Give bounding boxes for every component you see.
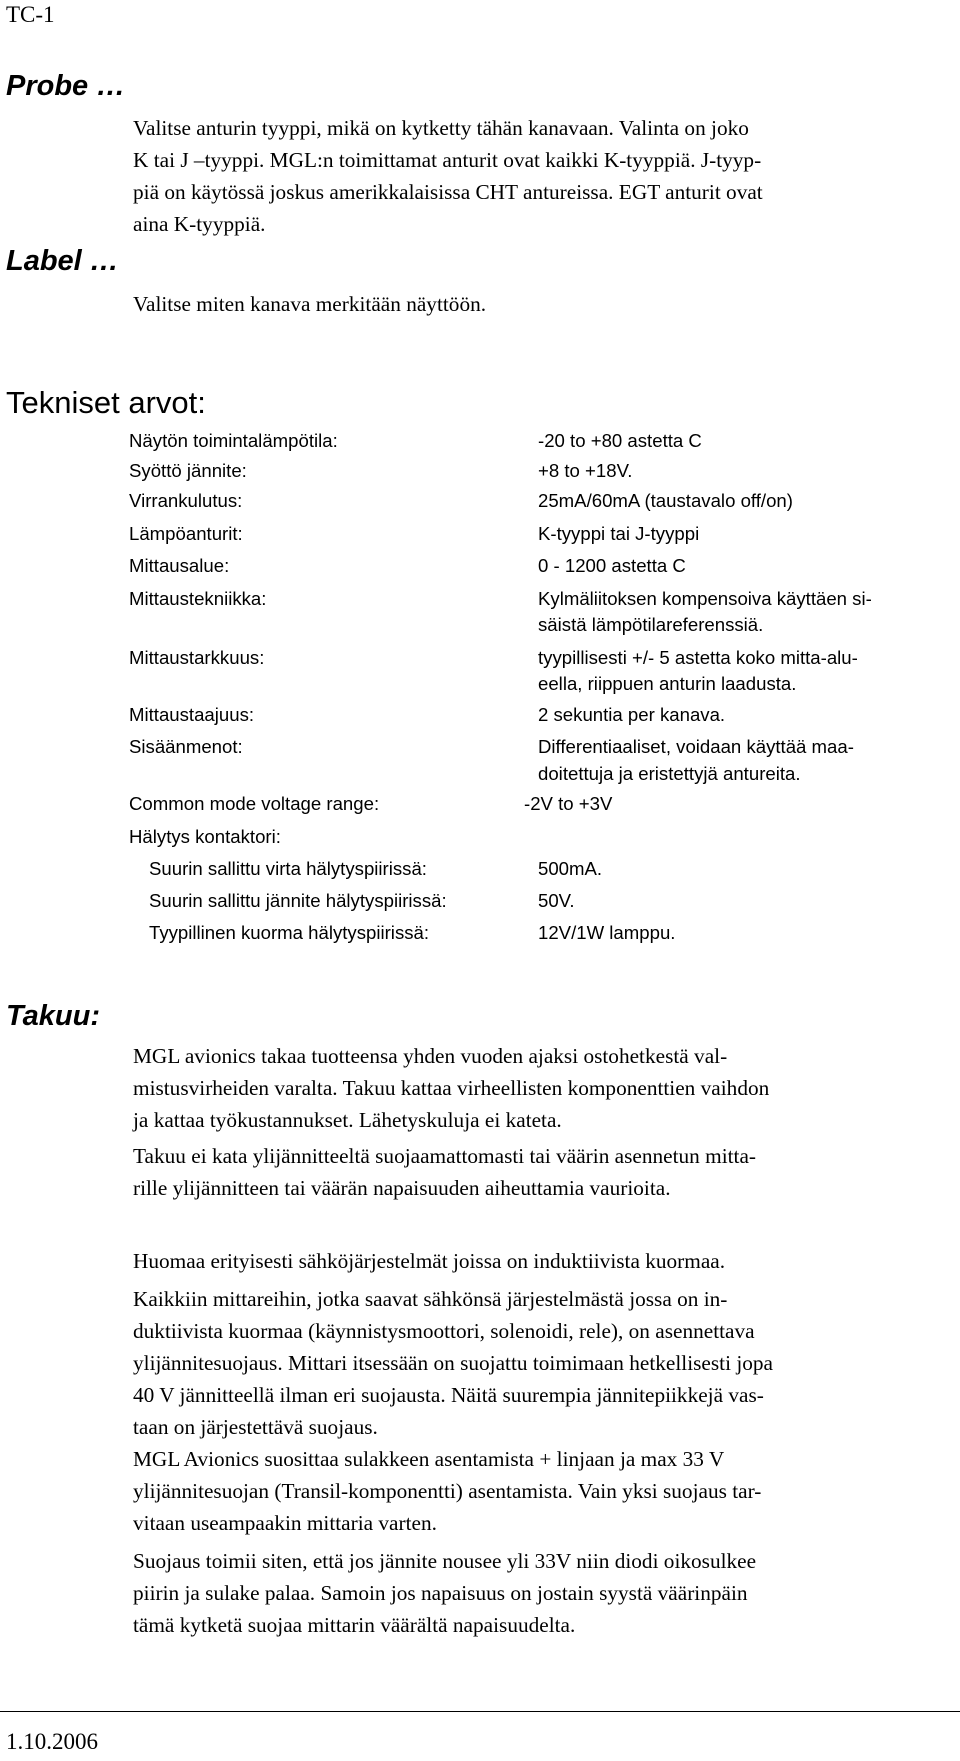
spec-label: Mittaustaajuus: — [129, 704, 255, 725]
footer-date: 1.10.2006 — [6, 1729, 98, 1754]
spec-value: 0 - 1200 astetta C — [538, 555, 686, 576]
spec-label: Mittausalue: — [129, 555, 230, 576]
label-description — [133, 288, 486, 320]
note-line: 40 V jännitteellä ilman eri suojausta. Näitä suurempia jännitepiikkejä vas- — [133, 1383, 764, 1407]
spec-value: -20 to +80 astetta C — [538, 430, 702, 451]
spec-label: Mittaustekniikka: — [129, 588, 267, 609]
spec-value: Differentiaaliset, voidaan käyttää maa- — [538, 736, 854, 757]
spec-value: doitettuja ja eristettyjä antureita. — [538, 763, 801, 784]
warranty-heading: Takuu: — [6, 1000, 100, 1032]
spec-value: 2 sekuntia per kanava. — [538, 704, 726, 725]
spec-label: Syöttö jännite: — [129, 460, 247, 481]
warranty-paragraph — [133, 1140, 756, 1204]
probe-line: K tai J –tyyppi. MGL:n toimittamat anturit ovat kaikki K-tyyppiä. J-tyyp- — [133, 148, 762, 172]
note-line: ylijännitesuojaus. Mittari itsessään on suojattu toimimaan hetkellisesti jopa — [133, 1351, 773, 1375]
spec-label: Mittaustarkkuus: — [129, 647, 265, 668]
warranty-line: Takuu ei kata ylijännitteeltä suojaamattomasti tai väärin asennetun mitta- — [133, 1144, 757, 1168]
spec-label: Virrankulutus: — [129, 490, 243, 511]
spec-value: tyypillisesti +/- 5 astetta koko mitta-alu- — [538, 647, 858, 668]
probe-line: aina K-tyyppiä. — [133, 212, 266, 236]
note-line: Huomaa erityisesti sähköjärjestelmät joissa on induktiivista kuormaa. — [133, 1249, 726, 1273]
probe-line: Valitse anturin tyyppi, mikä on kytketty tähän kanavaan. Valinta on joko — [133, 116, 749, 140]
spec-label: Näytön toimintalämpötila: — [129, 430, 338, 451]
spec-value: 12V/1W lamppu. — [538, 922, 676, 943]
spec-label: Suurin sallittu virta hälytyspiirissä: — [149, 858, 427, 879]
spec-value: -2V to +3V — [524, 793, 613, 814]
spec-value: eella, riippuen anturin laadusta. — [538, 673, 797, 694]
warranty-line: MGL avionics takaa tuotteensa yhden vuoden ajaksi ostohetkestä val- — [133, 1044, 728, 1068]
label-heading: Label … — [6, 245, 119, 277]
note-line: Kaikkiin mittareihin, jotka saavat sähkönsä järjestelmästä jossa on in- — [133, 1287, 728, 1311]
note-paragraph — [133, 1545, 756, 1641]
label-line: Valitse miten kanava merkitään näyttöön. — [133, 292, 487, 316]
spec-value: Kylmäliitoksen kompensoiva käyttäen si- — [538, 588, 872, 609]
warranty-line: ja kattaa työkustannukset. Lähetyskuluja ei kateta. — [133, 1108, 562, 1132]
spec-value: +8 to +18V. — [538, 460, 633, 481]
spec-value: 500mA. — [538, 858, 603, 879]
note-line: ylijännitesuojan (Transil-komponentti) asentamista. Vain yksi suojaus tar- — [133, 1479, 762, 1503]
note-line: duktiivista kuormaa (käynnistysmoottori, solenoidi, rele), on asennettava — [133, 1319, 755, 1343]
note-paragraph — [133, 1283, 773, 1443]
probe-heading: Probe … — [6, 70, 126, 102]
note-line: piirin ja sulake palaa. Samoin jos napaisuus on jostain syystä väärinpäin — [133, 1581, 748, 1605]
spec-value: 50V. — [538, 890, 575, 911]
note-paragraph — [133, 1443, 761, 1539]
note-line: Suojaus toimii siten, että jos jännite nousee yli 33V niin diodi oikosulkee — [133, 1549, 757, 1573]
spec-value: 25mA/60mA (taustavalo off/on) — [538, 490, 793, 511]
spec-label: Suurin sallittu jännite hälytyspiirissä: — [149, 890, 447, 911]
note-line: MGL Avionics suosittaa sulakkeen asentamista + linjaan ja max 33 V — [133, 1447, 725, 1471]
warranty-line: rille ylijännitteen tai väärän napaisuuden aiheuttamia vaurioita. — [133, 1176, 671, 1200]
spec-label: Lämpöanturit: — [129, 523, 243, 544]
warranty-line: mistusvirheiden varalta. Takuu kattaa virheellisten komponenttien vaihdon — [133, 1076, 770, 1100]
note-paragraph — [133, 1245, 725, 1277]
probe-description — [133, 112, 763, 240]
spec-label: Hälytys kontaktori: — [129, 826, 281, 847]
spec-label: Tyypillinen kuorma hälytyspiirissä: — [149, 922, 430, 943]
probe-line: piä on käytössä joskus amerikkalaisissa CHT antureissa. EGT anturit ovat — [133, 180, 763, 204]
warranty-paragraph — [133, 1040, 769, 1136]
spec-value: säistä lämpötilareferenssiä. — [538, 614, 764, 635]
spec-label: Sisäänmenot: — [129, 736, 243, 757]
footer-rule — [0, 1711, 960, 1712]
note-line: taan on järjestettävä suojaus. — [133, 1415, 378, 1439]
spec-value: K-tyyppi tai J-tyyppi — [538, 523, 700, 544]
page-tag: TC-1 — [6, 2, 55, 27]
spec-label: Common mode voltage range: — [129, 793, 380, 814]
specs-heading: Tekniset arvot: — [6, 385, 206, 420]
note-line: tämä kytketä suojaa mittarin väärältä napaisuudelta. — [133, 1613, 576, 1637]
note-line: vitaan useampaakin mittaria varten. — [133, 1511, 437, 1535]
